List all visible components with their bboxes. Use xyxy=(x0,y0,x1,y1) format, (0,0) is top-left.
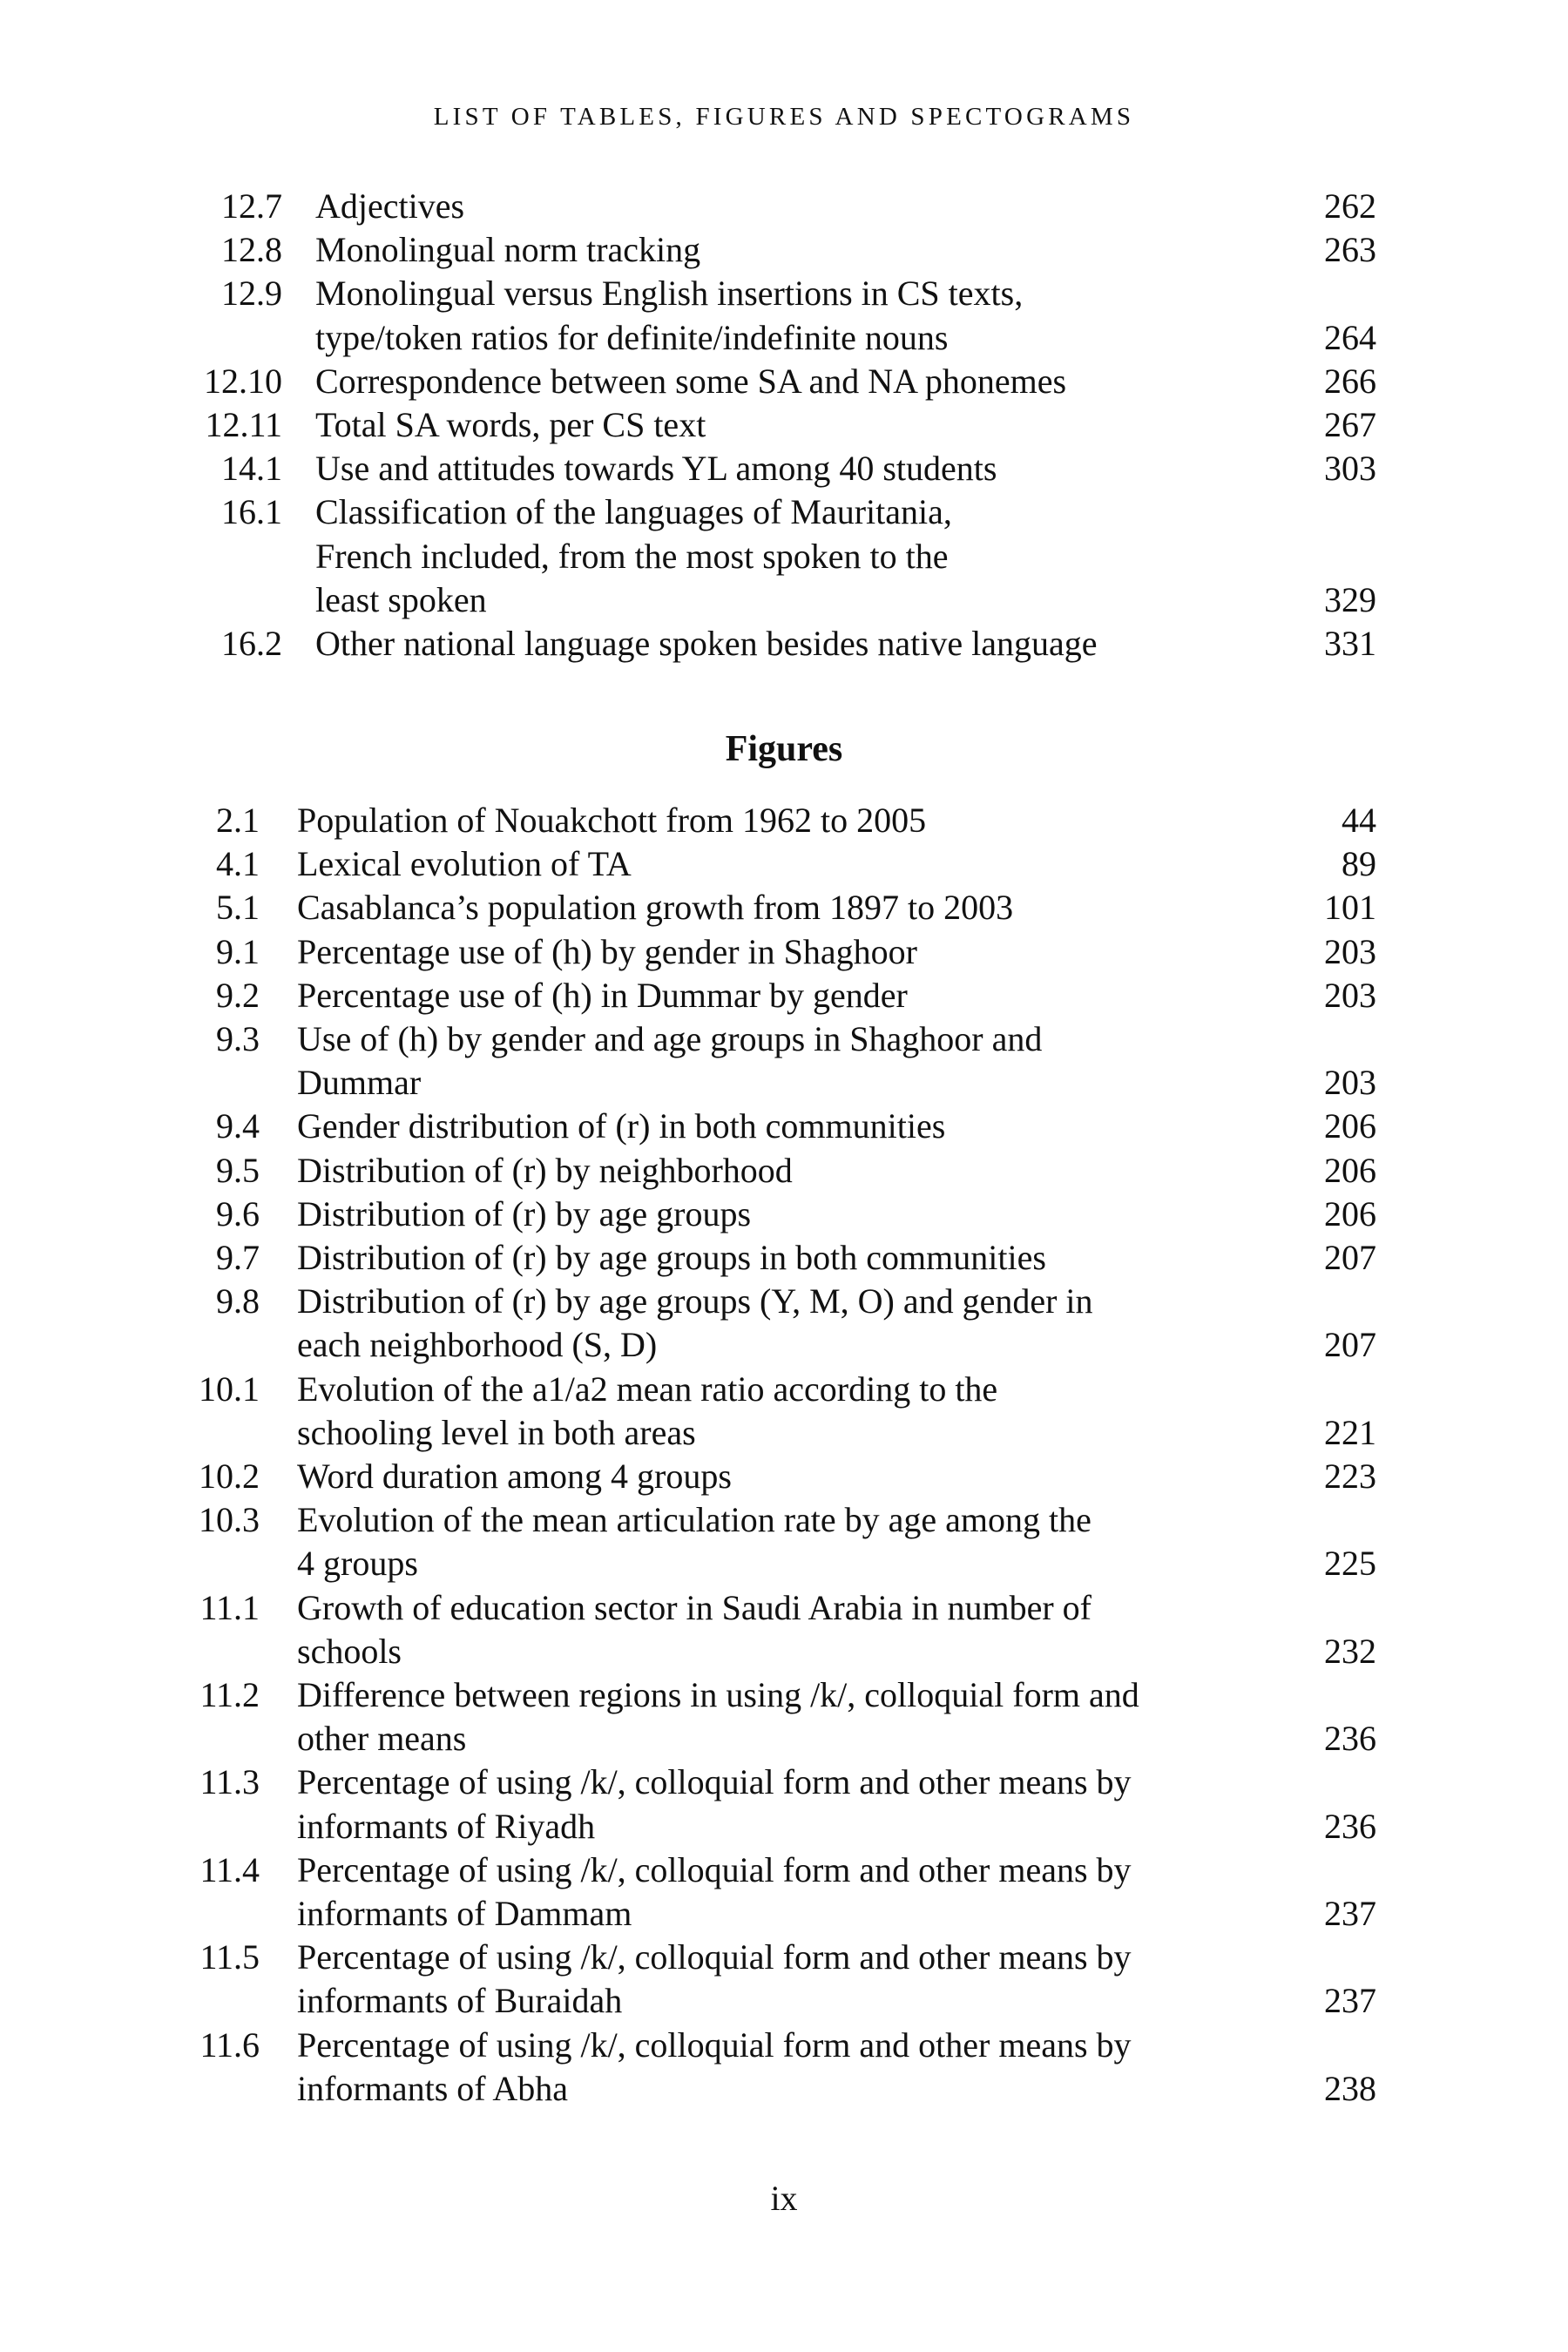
list-entry xyxy=(0,185,1568,228)
entry-line xyxy=(297,1236,1376,1280)
entry-text: Population of Nouakchott from 1962 to 2005 xyxy=(297,801,927,840)
entry-number: 11.4 xyxy=(199,1849,260,1889)
entry-line xyxy=(297,1848,1376,1892)
entry-page: 223 xyxy=(1324,1456,1376,1497)
entry-line xyxy=(315,578,1376,622)
entry-line xyxy=(315,403,1376,447)
entry-line xyxy=(297,1368,1376,1411)
entry-title xyxy=(297,1848,1376,1936)
entry-text: informants of Abha xyxy=(297,2068,569,2108)
entry-text: Percentage of using /k/, colloquial form and other means by xyxy=(297,1937,1132,1977)
entry-line xyxy=(297,1761,1376,1804)
list-entry xyxy=(0,1761,1568,1848)
entry-page: 232 xyxy=(1324,1631,1376,1671)
list-entry xyxy=(0,1586,1568,1673)
list-entry xyxy=(0,974,1568,1017)
entry-number: 12.7 xyxy=(221,186,282,226)
entry-line xyxy=(315,272,1376,315)
entry-title xyxy=(297,1017,1376,1105)
entry-number: 14.1 xyxy=(221,449,282,489)
entry-line xyxy=(297,1323,1376,1367)
list-entry xyxy=(0,930,1568,974)
entry-page: 237 xyxy=(1324,1981,1376,2021)
entry-line xyxy=(297,1411,1376,1455)
entry-number: 11.6 xyxy=(199,2024,260,2065)
entry-page: 329 xyxy=(1324,579,1376,619)
entry-text: each neighborhood (S, D) xyxy=(297,1325,658,1365)
entry-title xyxy=(297,1455,1376,1498)
entry-title xyxy=(297,1236,1376,1280)
entry-number: 12.10 xyxy=(204,361,282,401)
entry-text: Percentage use of (h) by gender in Shaghoor xyxy=(297,931,917,971)
entry-title xyxy=(315,490,1376,622)
entry-number: 11.3 xyxy=(199,1762,260,1802)
list-entry xyxy=(0,1017,1568,1105)
entry-page: 266 xyxy=(1324,361,1376,401)
list-entry xyxy=(0,1236,1568,1280)
page-number: ix xyxy=(770,2179,798,2218)
list-entry xyxy=(0,490,1568,622)
entry-title xyxy=(315,403,1376,447)
entry-number: 9.1 xyxy=(216,931,260,971)
entry-text: Distribution of (r) by age groups xyxy=(297,1193,752,1233)
entry-line xyxy=(315,360,1376,403)
entry-title xyxy=(315,272,1376,359)
figures-list xyxy=(0,799,1568,2111)
entry-title xyxy=(297,2024,1376,2111)
list-entry xyxy=(0,1455,1568,1498)
entry-text: Casablanca’s population growth from 1897 to 2003 xyxy=(297,888,1014,928)
entry-title xyxy=(297,842,1376,886)
entry-title xyxy=(297,1936,1376,2023)
entry-page: 203 xyxy=(1324,1063,1376,1103)
entry-number: 4.1 xyxy=(216,844,260,884)
entry-title xyxy=(297,1586,1376,1673)
list-entry xyxy=(0,1105,1568,1148)
list-entry xyxy=(0,1673,1568,1761)
list-entry xyxy=(0,622,1568,666)
entry-page: 203 xyxy=(1324,931,1376,971)
entry-page: 221 xyxy=(1324,1412,1376,1452)
entry-line xyxy=(315,447,1376,490)
entry-text: Distribution of (r) by age groups (Y, M, O) and gender in xyxy=(297,1281,1093,1321)
entry-line xyxy=(315,535,1376,578)
list-entry xyxy=(0,799,1568,842)
entry-title xyxy=(297,974,1376,1017)
entry-page: 206 xyxy=(1324,1150,1376,1190)
entry-number: 9.4 xyxy=(216,1106,260,1146)
entry-number: 9.7 xyxy=(216,1238,260,1278)
entry-page: 207 xyxy=(1324,1325,1376,1365)
entry-text: Evolution of the a1/a2 mean ratio according to the xyxy=(297,1369,998,1409)
entry-text: Gender distribution of (r) in both communities xyxy=(297,1106,946,1146)
entry-number: 5.1 xyxy=(216,888,260,928)
entry-number: 11.5 xyxy=(199,1937,260,1977)
entry-text: schools xyxy=(297,1631,402,1671)
entry-number: 11.1 xyxy=(199,1587,260,1627)
entry-text: Difference between regions in using /k/, colloquial form and xyxy=(297,1675,1139,1715)
entry-line xyxy=(297,1979,1376,2023)
entry-text: 4 groups xyxy=(297,1544,418,1584)
list-entry xyxy=(0,886,1568,929)
entry-text: Monolingual norm tracking xyxy=(315,230,701,270)
entry-page: 263 xyxy=(1324,230,1376,270)
entry-number: 10.3 xyxy=(199,1500,260,1540)
entry-number: 12.8 xyxy=(221,230,282,270)
entry-title xyxy=(297,1368,1376,1455)
entry-number: 9.6 xyxy=(216,1193,260,1233)
entry-title xyxy=(297,799,1376,842)
list-entry xyxy=(0,1368,1568,1455)
list-entry xyxy=(0,2024,1568,2111)
entry-text: Classification of the languages of Mauritania, xyxy=(315,492,952,532)
entry-text: Use and attitudes towards YL among 40 students xyxy=(315,449,997,489)
entry-title xyxy=(315,360,1376,403)
entry-text: Word duration among 4 groups xyxy=(297,1456,732,1497)
entry-line xyxy=(315,228,1376,272)
entry-text: Growth of education sector in Saudi Arabia in number of xyxy=(297,1587,1092,1627)
entry-number: 9.8 xyxy=(216,1281,260,1321)
entry-text: other means xyxy=(297,1719,467,1759)
list-entry xyxy=(0,1936,1568,2023)
entry-line xyxy=(297,842,1376,886)
entry-text: Dummar xyxy=(297,1063,422,1103)
entry-line xyxy=(297,1193,1376,1236)
entry-page: 203 xyxy=(1324,975,1376,1015)
entry-page: 264 xyxy=(1324,317,1376,357)
entry-title xyxy=(297,886,1376,929)
entry-line xyxy=(315,185,1376,228)
entry-page: 206 xyxy=(1324,1193,1376,1233)
entry-text: Evolution of the mean articulation rate by age among the xyxy=(297,1500,1092,1540)
list-entry xyxy=(0,272,1568,359)
entry-line xyxy=(297,886,1376,929)
entry-line xyxy=(297,1105,1376,1148)
list-entry xyxy=(0,1149,1568,1193)
entry-title xyxy=(297,930,1376,974)
entry-line xyxy=(315,622,1376,666)
figures-heading: Figures xyxy=(725,729,843,769)
entry-title xyxy=(315,447,1376,490)
entry-text: Distribution of (r) by neighborhood xyxy=(297,1150,793,1190)
entry-page: 236 xyxy=(1324,1719,1376,1759)
running-head: LIST OF TABLES, FIGURES AND SPECTOGRAMS xyxy=(433,103,1135,131)
entry-number: 11.2 xyxy=(199,1675,260,1715)
entry-line xyxy=(297,1717,1376,1761)
entry-text: Percentage of using /k/, colloquial form and other means by xyxy=(297,1849,1132,1889)
entry-line xyxy=(297,1017,1376,1061)
entry-text: informants of Riyadh xyxy=(297,1806,596,1846)
list-entry xyxy=(0,1848,1568,1936)
entry-number: 10.1 xyxy=(199,1369,260,1409)
list-entry xyxy=(0,1193,1568,1236)
entry-title xyxy=(297,1280,1376,1367)
entry-line xyxy=(297,1892,1376,1936)
entry-title xyxy=(297,1498,1376,1585)
entry-page: 238 xyxy=(1324,2068,1376,2108)
entry-text: least spoken xyxy=(315,579,487,619)
entry-line xyxy=(297,1498,1376,1542)
entry-page: 101 xyxy=(1324,888,1376,928)
entry-number: 16.1 xyxy=(221,492,282,532)
entry-page: 236 xyxy=(1324,1806,1376,1846)
entry-line xyxy=(297,1673,1376,1717)
entry-text: Adjectives xyxy=(315,186,465,226)
entry-title xyxy=(297,1761,1376,1848)
entry-line xyxy=(297,1149,1376,1193)
entry-line xyxy=(297,1542,1376,1585)
entry-title xyxy=(297,1673,1376,1761)
entry-text: type/token ratios for definite/indefinite nouns xyxy=(315,317,949,357)
entry-page: 237 xyxy=(1324,1894,1376,1934)
entry-page: 225 xyxy=(1324,1544,1376,1584)
entry-line xyxy=(297,2024,1376,2067)
entry-text: Percentage of using /k/, colloquial form and other means by xyxy=(297,1762,1132,1802)
entry-page: 262 xyxy=(1324,186,1376,226)
list-entry xyxy=(0,360,1568,403)
entry-title xyxy=(297,1193,1376,1236)
entry-line xyxy=(297,974,1376,1017)
list-entry xyxy=(0,1498,1568,1585)
list-entry xyxy=(0,1280,1568,1367)
entry-page: 331 xyxy=(1324,624,1376,664)
entry-text: Other national language spoken besides native language xyxy=(315,624,1098,664)
entry-number: 9.2 xyxy=(216,975,260,1015)
entry-text: French included, from the most spoken to the xyxy=(315,536,949,576)
entry-page: 303 xyxy=(1324,449,1376,489)
entry-page: 89 xyxy=(1342,844,1376,884)
entry-text: informants of Buraidah xyxy=(297,1981,623,2021)
entry-text: informants of Dammam xyxy=(297,1894,632,1934)
entry-line xyxy=(315,316,1376,360)
entry-line xyxy=(297,1586,1376,1630)
tables-list xyxy=(0,185,1568,666)
entry-page: 206 xyxy=(1324,1106,1376,1146)
entry-text: Percentage of using /k/, colloquial form and other means by xyxy=(297,2024,1132,2065)
list-entry xyxy=(0,403,1568,447)
entry-line xyxy=(297,1455,1376,1498)
entry-text: Lexical evolution of TA xyxy=(297,844,632,884)
entry-number: 12.9 xyxy=(221,274,282,314)
entry-text: Distribution of (r) by age groups in both communities xyxy=(297,1238,1046,1278)
list-entry xyxy=(0,842,1568,886)
entry-text: Use of (h) by gender and age groups in Shaghoor and xyxy=(297,1019,1043,1059)
entry-line xyxy=(297,1805,1376,1848)
entry-title xyxy=(315,622,1376,666)
list-entry xyxy=(0,447,1568,490)
entry-line xyxy=(297,1061,1376,1105)
entry-text: Monolingual versus English insertions in CS texts, xyxy=(315,274,1024,314)
entry-line xyxy=(297,1936,1376,1979)
entry-text: schooling level in both areas xyxy=(297,1412,696,1452)
entry-title xyxy=(315,185,1376,228)
entry-text: Total SA words, per CS text xyxy=(315,405,706,445)
entry-line xyxy=(315,490,1376,534)
entry-title xyxy=(297,1105,1376,1148)
entry-title xyxy=(315,228,1376,272)
entry-number: 16.2 xyxy=(221,624,282,664)
entry-number: 2.1 xyxy=(216,801,260,840)
entry-page: 267 xyxy=(1324,405,1376,445)
entry-number: 9.3 xyxy=(216,1019,260,1059)
entry-line xyxy=(297,1630,1376,1673)
list-entry xyxy=(0,228,1568,272)
entry-line xyxy=(297,1280,1376,1323)
entry-number: 10.2 xyxy=(199,1456,260,1497)
entry-line xyxy=(297,2067,1376,2111)
entry-page: 44 xyxy=(1342,801,1376,840)
entry-text: Correspondence between some SA and NA phonemes xyxy=(315,361,1067,401)
entry-title xyxy=(297,1149,1376,1193)
entry-number: 12.11 xyxy=(205,405,282,445)
entry-number: 9.5 xyxy=(216,1150,260,1190)
entry-line xyxy=(297,799,1376,842)
entry-line xyxy=(297,930,1376,974)
entry-page: 207 xyxy=(1324,1238,1376,1278)
entry-text: Percentage use of (h) in Dummar by gender xyxy=(297,975,908,1015)
